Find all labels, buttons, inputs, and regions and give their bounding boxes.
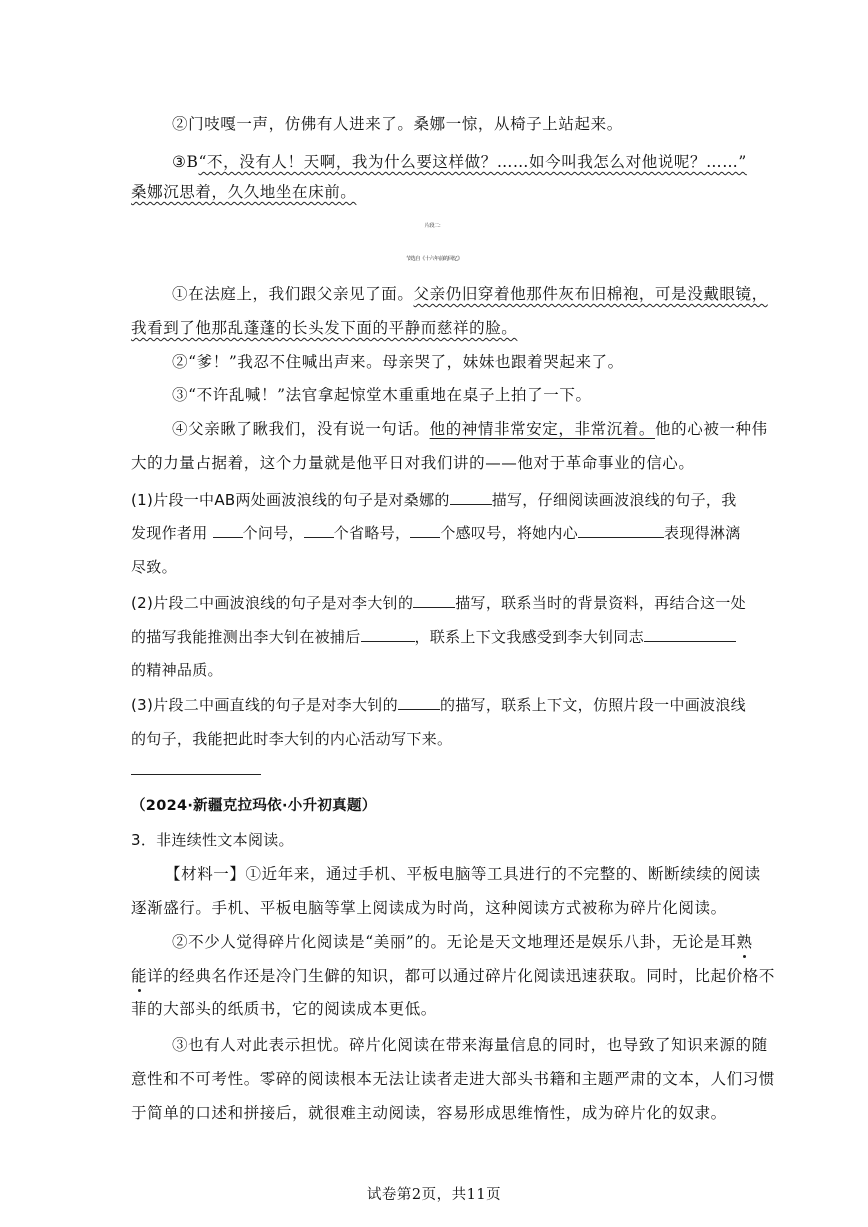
emphasis-dot-char: 熟	[736, 933, 753, 951]
material-paragraph-continuation: 意性和不可考性。零碎的阅读根本无法让读者走进大部头书籍和主题严肃的文本，人们习惯	[131, 1070, 776, 1088]
straight-underlined-sentence: 他的神情非常安定，非常沉着。	[429, 420, 656, 438]
problem-title: 3．非连续性文本阅读。	[131, 831, 294, 849]
answer-blank[interactable]	[213, 522, 243, 538]
section-divider	[131, 774, 261, 775]
passage-paragraph-continuation	[131, 318, 517, 338]
wavy-underlined-sentence: 桑娜沉思着，久久地坐在床前。	[131, 183, 357, 201]
material-paragraph-continuation: 于简单的口述和拼接后，就很难主动阅读，容易形成思维惰性，成为碎片化的奴隶。	[131, 1104, 727, 1122]
question-3: (3)片段二中画直线的句子是对李大钊的 的描写，联系上下文，仿照片段一中画波浪线	[131, 696, 746, 714]
emphasis-dot-char: 能	[131, 967, 148, 985]
page-number: 试卷第2页，共11页	[366, 1187, 502, 1203]
question-2-line-3: 的精神品质。	[131, 661, 223, 679]
wavy-underlined-sentence: 我看到了他那乱蓬蓬的长头发下面的平静而慈祥的脸。	[131, 319, 518, 337]
passage-paragraph-continuation	[131, 182, 356, 202]
passage-paragraph: ②门吱嘎一声，仿佛有人进来了。桑娜一惊，从椅子上站起来。	[172, 115, 623, 133]
passage-paragraph: ③B“不，没有人！天啊，我为什么要这样做？……如今叫我怎么对他说呢？……”	[172, 153, 747, 171]
material-paragraph: ②不少人觉得碎片化阅读是“美丽”的。无论是天文地理还是娱乐八卦，无论是耳熟	[172, 933, 753, 951]
material-paragraph-continuation: 能详的经典名作还是冷门生僻的知识，都可以通过碎片化阅读迅速获取。同时，比起价格不	[131, 967, 776, 985]
answer-blank[interactable]	[410, 522, 440, 538]
source-tag: （2024·新疆克拉玛依·小升初真题）	[131, 798, 377, 814]
answer-blank[interactable]	[398, 694, 440, 710]
wavy-underlined-sentence: “不，没有人！天啊，我为什么要这样做？……如今叫我怎么对他说呢？……”	[198, 153, 747, 171]
passage-paragraph-continuation: 大的力量占据着，这个力量就是他平日对我们讲的——他对于革命事业的信心。	[131, 454, 695, 472]
answer-blank[interactable]	[450, 489, 492, 505]
material-paragraph: ③也有人对此表示担忧。碎片化阅读在带来海量信息的同时，也导致了知识来源的随	[172, 1036, 768, 1054]
answer-blank[interactable]	[413, 592, 455, 608]
question-1-line-3: 尽致。	[131, 558, 177, 576]
answer-blank[interactable]	[644, 626, 736, 642]
question-1-line-2: 发现作者用 个问号， 个省略号， 个感叹号，将她内心 表现得淋漓	[131, 524, 741, 542]
question-1: (1)片段一中AB两处画波浪线的句子是对桑娜的 描写，仔细阅读画波浪线的句子，我	[131, 491, 737, 509]
answer-blank[interactable]	[361, 626, 415, 642]
answer-blank[interactable]	[304, 522, 334, 538]
question-3-line-2: 的句子，我能把此时李大钊的内心活动写下来。	[131, 730, 453, 748]
material-paragraph-continuation: 菲的大部头的纸质书，它的阅读成本更低。	[131, 1000, 437, 1018]
material-label: 【材料一】	[165, 865, 246, 883]
answer-blank[interactable]	[578, 522, 664, 538]
passage-paragraph: ④父亲瞅了瞅我们，没有说一句话。他的神情非常安定，非常沉着。他的心被一种伟	[172, 420, 768, 438]
question-2: (2)片段二中画波浪线的句子是对李大钊的 描写，联系当时的背景资料，再结合这一处	[131, 594, 746, 612]
page-footer	[0, 1183, 868, 1204]
material-paragraph-continuation: 逐渐盛行。手机、平板电脑等掌上阅读成为时尚，这种阅读方式被称为碎片化阅读。	[131, 899, 727, 917]
wavy-underlined-sentence: 父亲仍旧穿着他那件灰布旧棉袍，可是没戴眼镜，	[413, 285, 768, 303]
passage-paragraph: ③“不许乱喊！”法官拿起惊堂木重重地在桌子上拍了一下。	[172, 386, 592, 404]
material-paragraph: 【材料一】①近年来，通过手机、平板电脑等工具进行的不完整的、断断续续的阅读	[165, 865, 761, 883]
fragment-source: 节选自《十六年前的回忆》	[405, 256, 463, 262]
passage-paragraph: ①在法庭上，我们跟父亲见了面。父亲仍旧穿着他那件灰布旧棉袍，可是没戴眼镜，	[172, 285, 768, 303]
passage-paragraph: ②“爹！”我忍不住喊出声来。母亲哭了，妹妹也跟着哭起来了。	[172, 353, 624, 371]
fragment-heading: 片段二：	[424, 223, 444, 229]
question-2-line-2: 的描写我能推测出李大钊在被捕后 ，联系上下文我感受到李大钊同志	[131, 626, 736, 647]
